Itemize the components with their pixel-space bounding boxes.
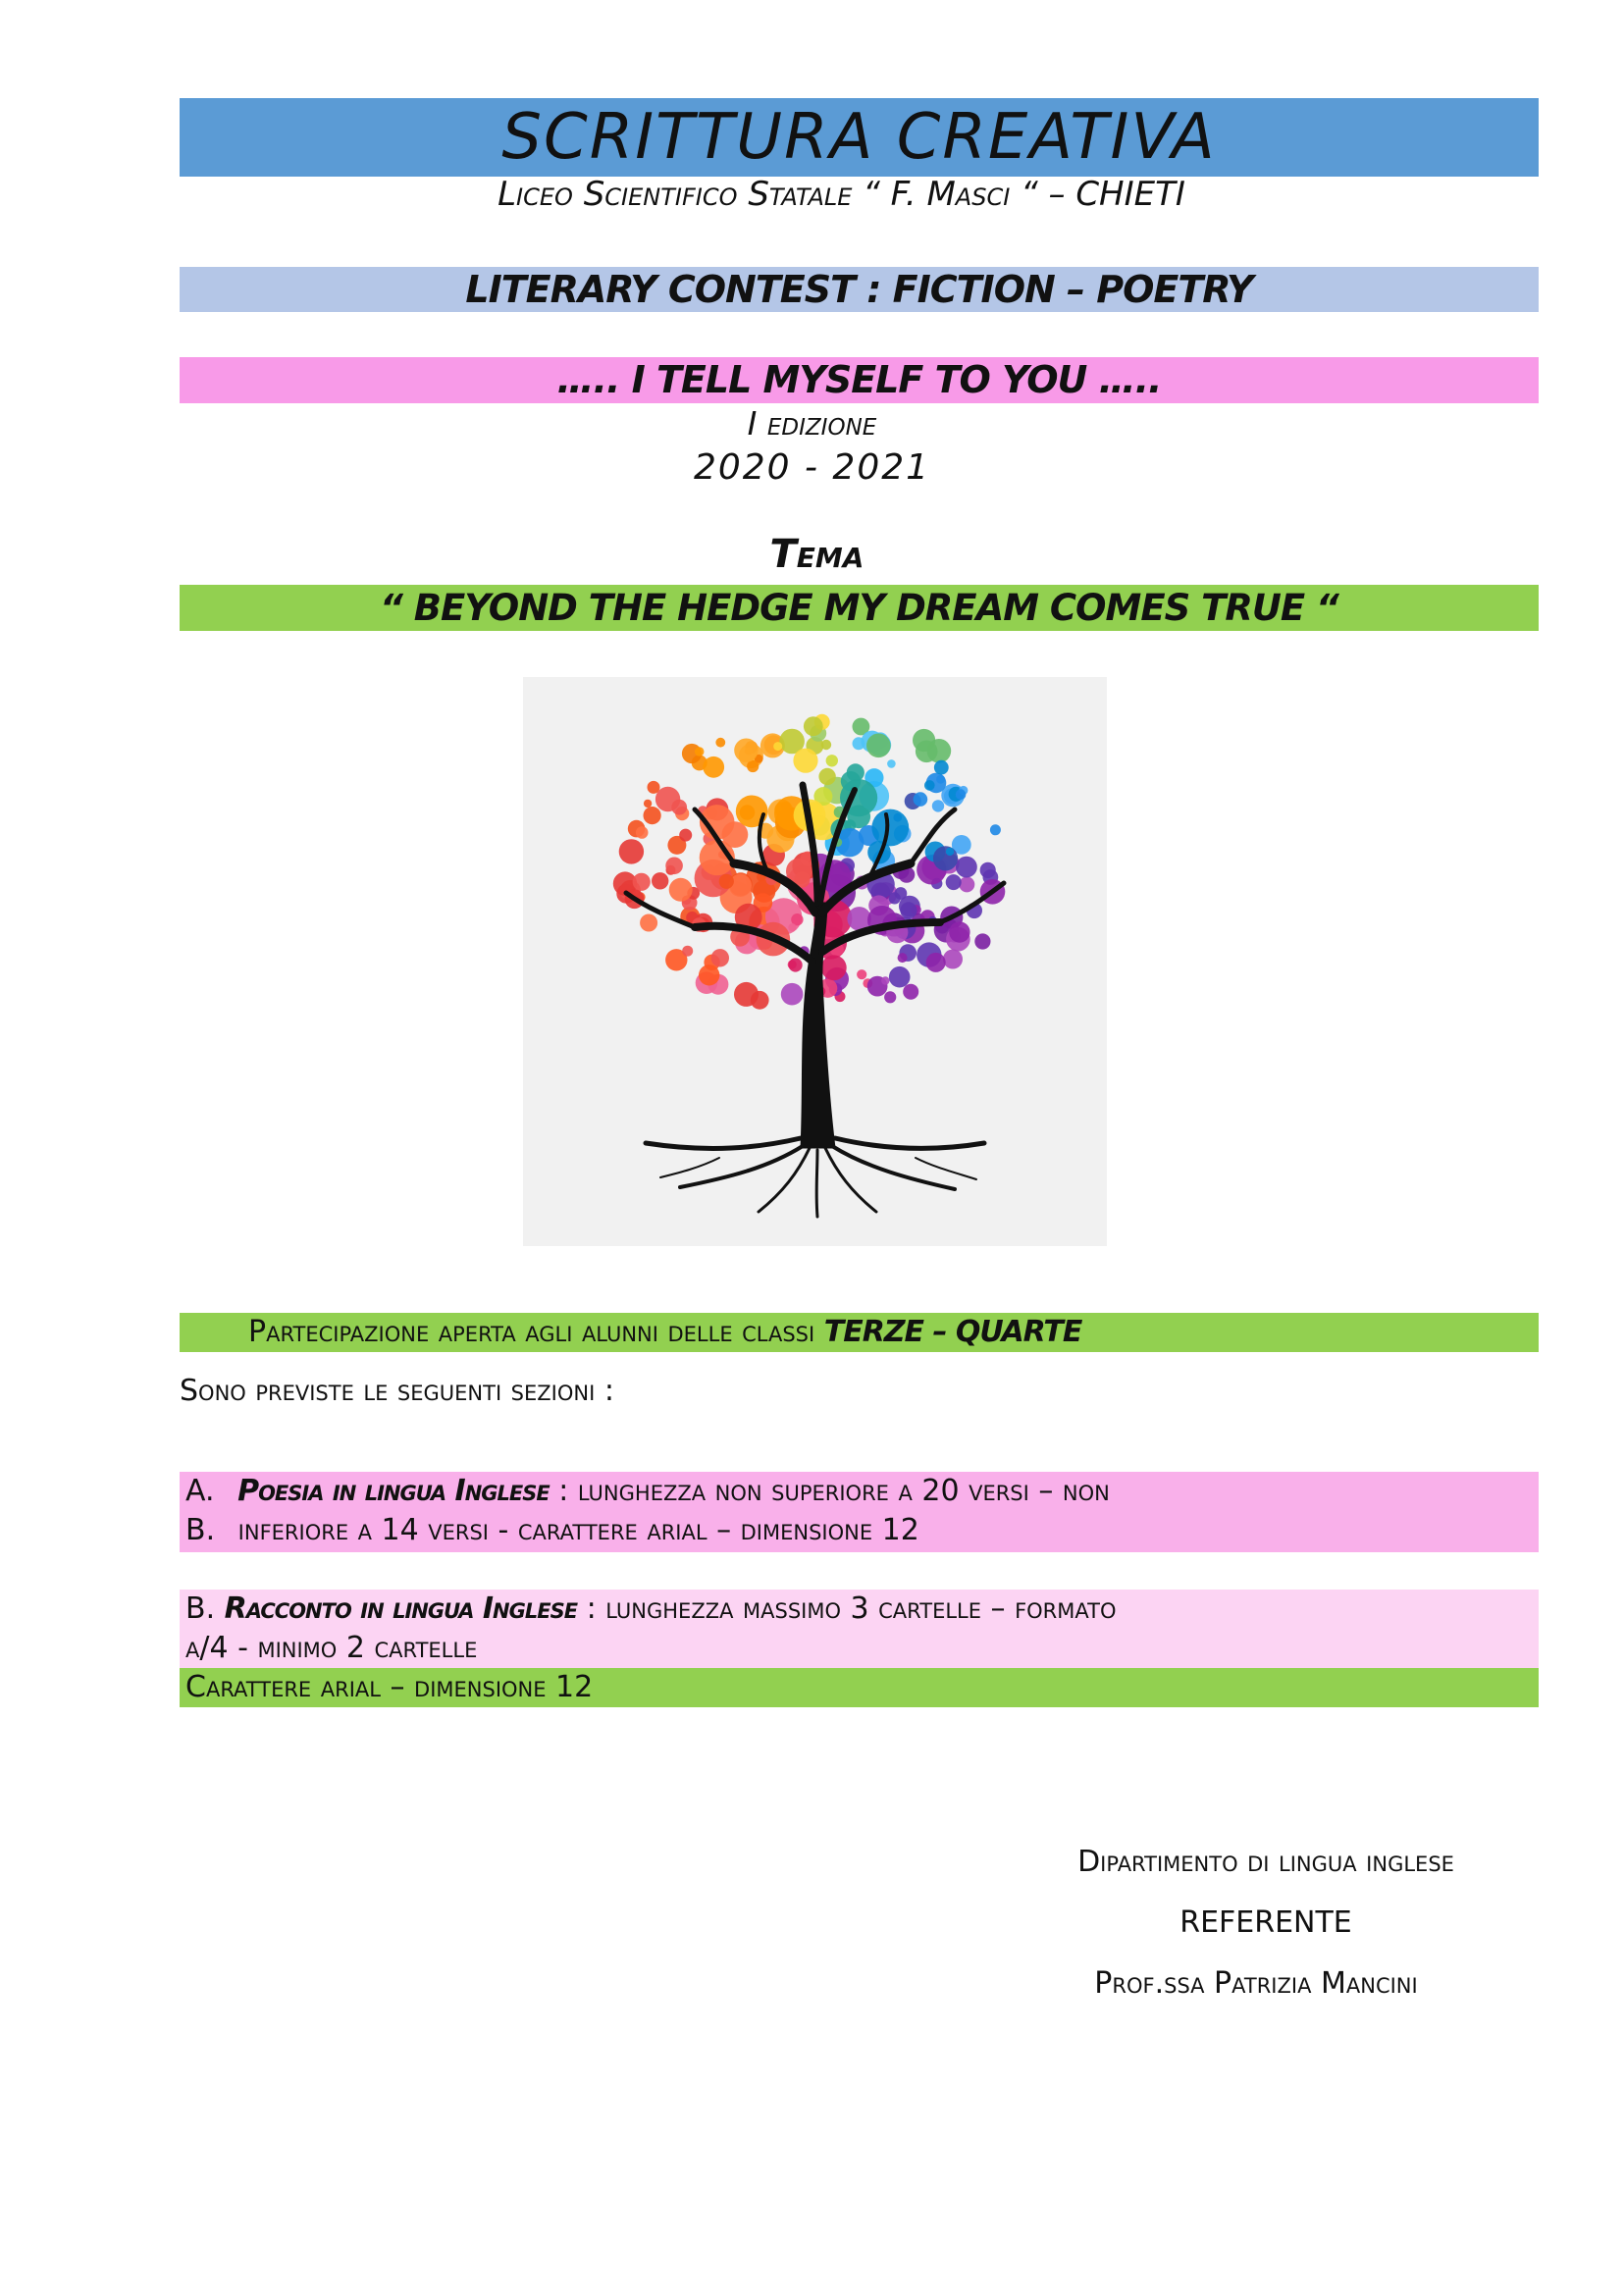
racconto-title: Racconto in lingua Inglese — [224, 1591, 578, 1626]
canopy-dot — [679, 829, 692, 842]
canopy-dot — [699, 965, 719, 985]
theme-text: “ BEYOND THE HEDGE MY DREAM COMES TRUE “ — [380, 587, 1338, 629]
canopy-dot — [946, 874, 962, 890]
canopy-dot — [633, 873, 651, 891]
contest-banner — [180, 267, 1539, 312]
canopy-dot — [804, 716, 823, 736]
racconto-font-banner — [180, 1668, 1539, 1707]
participation-text: Partecipazione aperta agli alunni delle classi — [248, 1315, 824, 1349]
participation-line — [248, 1313, 1081, 1352]
tree-illustration — [523, 677, 1107, 1246]
racconto-desc-1: : lunghezza massimo 3 cartelle – formato — [577, 1591, 1117, 1626]
canopy-dot — [900, 902, 917, 918]
referente-label: REFERENTE — [1179, 1905, 1352, 1940]
canopy-dot — [866, 734, 891, 758]
canopy-dot — [719, 874, 734, 889]
canopy-dot — [932, 800, 944, 811]
school-name: Liceo Scientifico Statale “ F. Masci “ – CHIETI — [498, 175, 1185, 214]
canopy-dot — [884, 991, 896, 1003]
canopy-dot — [990, 824, 1001, 835]
canopy-dot — [974, 933, 990, 949]
canopy-dot — [956, 857, 977, 878]
canopy-dot — [959, 876, 974, 892]
canopy-dot — [715, 738, 725, 748]
canopy-dot — [711, 949, 729, 966]
canopy-dot — [695, 747, 705, 756]
canopy-dot — [933, 846, 958, 870]
canopy-dot — [789, 958, 803, 971]
canopy-dot — [903, 984, 918, 1000]
canopy-dot — [644, 800, 652, 808]
canopy-dot — [619, 839, 644, 863]
canopy-dot — [887, 759, 896, 768]
page-title: SCRITTURA CREATIVA — [501, 101, 1217, 174]
tema-label: Tema — [769, 532, 864, 577]
participation-banner — [180, 1313, 1539, 1352]
canopy-dot — [773, 742, 782, 751]
racconto-line-1 — [185, 1591, 1116, 1626]
canopy-dot — [934, 760, 949, 775]
canopy-dot — [889, 966, 911, 988]
poesia-line-2 — [185, 1513, 919, 1547]
canopy-dot — [881, 976, 889, 984]
title-banner — [180, 98, 1539, 177]
canopy-dot — [665, 858, 683, 875]
canopy-dot — [788, 923, 796, 931]
racconto-section — [180, 1590, 1539, 1668]
marker-b: B. — [185, 1513, 216, 1547]
canopy-dot — [956, 789, 967, 800]
poesia-section — [180, 1472, 1539, 1552]
racconto-line-3: Carattere arial – dimensione 12 — [185, 1670, 594, 1704]
poesia-desc-2: inferiore a 14 versi - carattere arial – dimensione 12 — [237, 1513, 919, 1547]
canopy-dot — [703, 756, 724, 778]
canopy-dot — [669, 878, 693, 902]
canopy-dot — [924, 780, 935, 791]
canopy-dot — [926, 953, 946, 972]
canopy-dot — [640, 914, 657, 932]
canopy-dot — [847, 763, 864, 781]
canopy-dot — [652, 872, 668, 889]
motto-banner — [180, 357, 1539, 403]
canopy-dot — [916, 741, 938, 763]
participation-classes: TERZE – QUARTE — [823, 1315, 1082, 1349]
poesia-title: Poesia in lingua Inglese — [237, 1474, 550, 1508]
canopy-dot — [821, 955, 847, 980]
racconto-line-2: a/4 - minimo 2 cartelle — [185, 1631, 478, 1665]
poesia-desc-1: : lunghezza non superiore a 20 versi – non — [549, 1474, 1110, 1508]
canopy-dot — [943, 950, 963, 969]
canopy-dot — [857, 969, 866, 979]
canopy-dot — [781, 983, 804, 1006]
colorful-tree-icon — [523, 677, 1107, 1246]
canopy-dot — [898, 953, 908, 963]
canopy-dot — [826, 755, 838, 766]
racconto-marker: B. — [185, 1591, 216, 1626]
canopy-dot — [734, 982, 759, 1007]
canopy-dot — [734, 739, 758, 762]
canopy-dot — [644, 807, 661, 824]
canopy-dot — [895, 887, 908, 900]
contest-label: LITERARY CONTEST : FICTION – POETRY — [465, 268, 1253, 311]
marker-a: A. — [185, 1474, 215, 1508]
canopy-dot — [747, 760, 759, 772]
canopy-dot — [793, 749, 817, 773]
canopy-dot — [636, 826, 649, 839]
canopy-dot — [736, 796, 768, 828]
canopy-dot — [671, 800, 687, 815]
contest-motto: ….. I TELL MYSELF TO YOU ….. — [556, 358, 1162, 401]
canopy-dot — [871, 809, 909, 847]
theme-banner — [180, 585, 1539, 631]
school-years: 2020 - 2021 — [693, 447, 931, 488]
canopy-dot — [682, 946, 693, 957]
sections-intro: Sono previste le seguenti sezioni : — [180, 1374, 614, 1408]
canopy-dot — [949, 921, 969, 942]
poesia-line-1 — [185, 1474, 1110, 1508]
department-name: Dipartimento di lingua inglese — [1077, 1845, 1454, 1879]
canopy-dot — [946, 848, 954, 856]
edition-label: I edizione — [747, 404, 877, 443]
referente-name: Prof.ssa Patrizia Mancini — [1094, 1966, 1418, 2001]
canopy-dot — [914, 792, 928, 807]
canopy-dot — [818, 768, 835, 785]
